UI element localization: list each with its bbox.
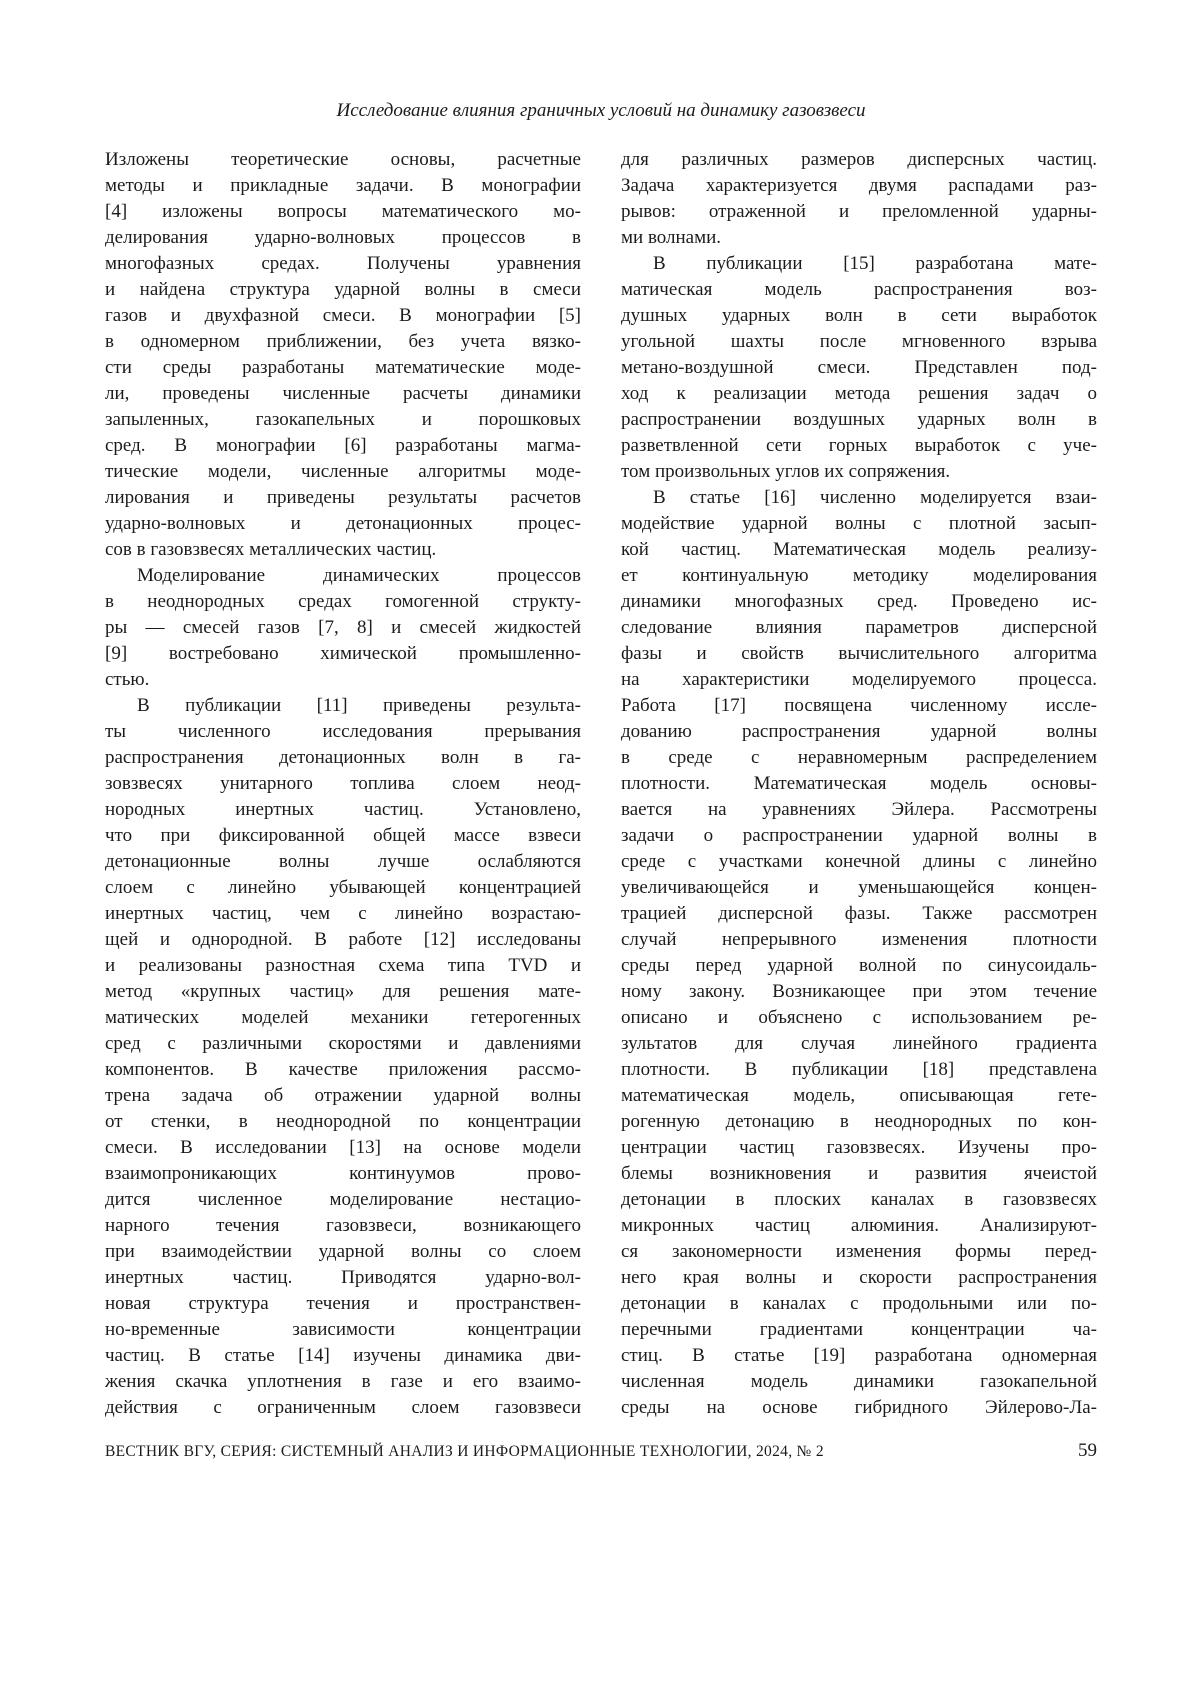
- text-line: Изложены теоретические основы, расчетные: [105, 149, 581, 170]
- text-line: рывов: отраженной и преломленной ударны-: [621, 201, 1097, 222]
- text-line: Моделирование динамических процессов: [137, 565, 581, 586]
- text-line: смеси. В исследовании [13] на основе модели: [105, 1137, 581, 1158]
- text-line: рогенную детонацию в неоднородных по кон-: [621, 1111, 1097, 1132]
- text-line: перечными градиентами концентрации ча-: [621, 1319, 1097, 1340]
- text-line: делирования ударно-волновых процессов в: [105, 227, 581, 248]
- text-line: от стенки, в неоднородной по концентрации: [105, 1111, 581, 1132]
- text-line: щей и однородной. В работе [12] исследованы: [105, 929, 581, 950]
- text-line: среде с участками конечной длины с линейно: [621, 851, 1097, 872]
- paragraph: [105, 693, 581, 1421]
- text-line: метод «крупных частиц» для решения мате-: [105, 981, 581, 1002]
- text-line: стью.: [105, 669, 150, 690]
- text-line: детонации в каналах с продольными или по-: [621, 1293, 1097, 1314]
- right-column: [621, 147, 1097, 1421]
- text-line: сред с различными скоростями и давлениями: [105, 1033, 581, 1054]
- text-line: в одномерном приближении, без учета вязко-: [105, 331, 581, 352]
- text-line: микронных частиц алюминия. Анализируют-: [621, 1215, 1097, 1236]
- text-line: ры — смесей газов [7, 8] и смесей жидкостей: [105, 617, 581, 638]
- text-line: Работа [17] посвящена численному иссле-: [621, 695, 1097, 716]
- text-line: разветвленной сети горных выработок с уче-: [621, 435, 1097, 456]
- page-footer: [105, 1440, 1097, 1462]
- text-line: детонационные волны лучше ослабляются: [105, 851, 581, 872]
- text-line: численная модель динамики газокапельной: [621, 1371, 1097, 1392]
- running-title: Исследование влияния граничных условий на динамику газовзвеси: [336, 100, 866, 121]
- text-line: дится численное моделирование нестацио-: [105, 1189, 581, 1210]
- text-line: инертных частиц, чем с линейно возрастаю-: [105, 903, 581, 924]
- text-line: на характеристики моделируемого процесса.: [621, 669, 1097, 690]
- text-line: запыленных, газокапельных и порошковых: [105, 409, 581, 430]
- text-line: инертных частиц. Приводятся ударно-вол-: [105, 1267, 581, 1288]
- text-line: ход к реализации метода решения задач о: [621, 383, 1097, 404]
- left-column: [105, 147, 581, 1421]
- text-line: кой частиц. Математическая модель реализу-: [621, 539, 1097, 560]
- text-line: что при фиксированной общей массе взвеси: [105, 825, 581, 846]
- text-line: центрации частиц газовзвесях. Изучены про-: [621, 1137, 1097, 1158]
- text-line: действия с ограниченным слоем газовзвеси: [105, 1397, 581, 1418]
- text-line: модействие ударной волны с плотной засып-: [621, 513, 1097, 534]
- paragraph: [105, 147, 581, 563]
- text-line: нарного течения газовзвеси, возникающего: [105, 1215, 581, 1236]
- text-line: В статье [16] численно моделируется взаи-: [653, 487, 1097, 508]
- text-line: распространения детонационных волн в га-: [105, 747, 581, 768]
- text-line: угольной шахты после мгновенного взрыва: [621, 331, 1097, 352]
- text-line: вается на уравнениях Эйлера. Рассмотрены: [621, 799, 1097, 820]
- text-line: жения скачка уплотнения в газе и его взаимо-: [105, 1371, 581, 1392]
- text-line: блемы возникновения и развития ячеистой: [621, 1163, 1097, 1184]
- text-line: душных ударных волн в сети выработок: [621, 305, 1097, 326]
- text-columns: [105, 147, 1097, 1421]
- text-line: В публикации [15] разработана мате-: [653, 253, 1097, 274]
- text-line: для различных размеров дисперсных частиц.: [621, 149, 1097, 170]
- text-line: Задача характеризуется двумя распадами раз-: [621, 175, 1097, 196]
- text-line: ударно-волновых и детонационных процес-: [105, 513, 581, 534]
- text-line: газов и двухфазной смеси. В монографии [5]: [105, 305, 581, 326]
- text-line: фазы и свойств вычислительного алгоритма: [621, 643, 1097, 664]
- text-line: ты численного исследования прерывания: [105, 721, 581, 742]
- text-line: зультатов для случая линейного градиента: [621, 1033, 1097, 1054]
- text-line: случай непрерывного изменения плотности: [621, 929, 1097, 950]
- text-line: частиц. В статье [14] изучены динамика дви-: [105, 1345, 581, 1366]
- text-line: стиц. В статье [19] разработана одномерная: [621, 1345, 1097, 1366]
- text-line: ли, проведены численные расчеты динамики: [105, 383, 581, 404]
- paragraph: [621, 147, 1097, 251]
- text-line: и реализованы разностная схема типа TVD и: [105, 955, 581, 976]
- text-line: нородных инертных частиц. Установлено,: [105, 799, 581, 820]
- text-line: многофазных средах. Получены уравнения: [105, 253, 581, 274]
- text-line: сов в газовзвесях металлических частиц.: [105, 539, 437, 560]
- text-line: задачи о распространении ударной волны в: [621, 825, 1097, 846]
- text-line: В публикации [11] приведены результа-: [137, 695, 581, 716]
- text-line: трацией дисперсной фазы. Также рассмотрен: [621, 903, 1097, 924]
- text-line: метано-воздушной смеси. Представлен под-: [621, 357, 1097, 378]
- text-line: среды на основе гибридного Эйлерово-Ла-: [621, 1397, 1097, 1418]
- text-line: но-временные зависимости концентрации: [105, 1319, 581, 1340]
- text-line: трена задача об отражении ударной волны: [105, 1085, 581, 1106]
- paragraph: [621, 251, 1097, 485]
- text-line: ному закону. Возникающее при этом течение: [621, 981, 1097, 1002]
- text-line: плотности. В публикации [18] представлена: [621, 1059, 1097, 1080]
- text-line: в среде с неравномерным распределением: [621, 747, 1097, 768]
- text-line: увеличивающейся и уменьшающейся концен-: [621, 877, 1097, 898]
- text-line: [9] востребовано химической промышленно-: [105, 643, 581, 664]
- text-line: матическая модель распространения воз-: [621, 279, 1097, 300]
- text-line: дованию распространения ударной волны: [621, 721, 1097, 742]
- text-line: методы и прикладные задачи. В монографии: [105, 175, 581, 196]
- text-line: тические модели, численные алгоритмы моде-: [105, 461, 581, 482]
- text-line: компонентов. В качестве приложения рассмо-: [105, 1059, 581, 1080]
- text-line: [4] изложены вопросы математического мо-: [105, 201, 581, 222]
- text-line: сти среды разработаны математические моде-: [105, 357, 581, 378]
- text-line: ет континуальную методику моделирования: [621, 565, 1097, 586]
- text-line: новая структура течения и пространствен-: [105, 1293, 581, 1314]
- text-line: сред. В монографии [6] разработаны магма-: [105, 435, 581, 456]
- text-line: среды перед ударной волной по синусоидаль-: [621, 955, 1097, 976]
- paragraph: [105, 563, 581, 693]
- text-line: плотности. Математическая модель основы-: [621, 773, 1097, 794]
- text-line: матических моделей механики гетерогенных: [105, 1007, 581, 1028]
- text-line: при взаимодействии ударной волны со слоем: [105, 1241, 581, 1262]
- text-line: взаимопроникающих континуумов прово-: [105, 1163, 581, 1184]
- text-line: лирования и приведены результаты расчетов: [105, 487, 581, 508]
- text-line: том произвольных углов их сопряжения.: [621, 461, 951, 482]
- text-line: в неоднородных средах гомогенной структу-: [105, 591, 581, 612]
- text-line: и найдена структура ударной волны в смеси: [105, 279, 581, 300]
- text-line: динамики многофазных сред. Проведено ис-: [621, 591, 1097, 612]
- text-line: него края волны и скорости распространения: [621, 1267, 1097, 1288]
- text-line: распространении воздушных ударных волн в: [621, 409, 1097, 430]
- text-line: математическая модель, описывающая гете-: [621, 1085, 1097, 1106]
- text-line: детонации в плоских каналах в газовзвесях: [621, 1189, 1097, 1210]
- paragraph: [621, 485, 1097, 1421]
- text-line: слоем с линейно убывающей концентрацией: [105, 877, 581, 898]
- page-number: 59: [1078, 1440, 1097, 1461]
- text-line: следование влияния параметров дисперсной: [621, 617, 1097, 638]
- journal-footer-line: ВЕСТНИК ВГУ, СЕРИЯ: СИСТЕМНЫЙ АНАЛИЗ И ИНФОРМАЦИОННЫЕ ТЕХНОЛОГИИ, 2024, № 2: [105, 1443, 824, 1460]
- text-line: зовзвесях унитарного топлива слоем неод-: [105, 773, 581, 794]
- text-line: описано и объяснено с использованием ре-: [621, 1007, 1097, 1028]
- text-line: ся закономерности изменения формы перед-: [621, 1241, 1097, 1262]
- text-line: ми волнами.: [621, 227, 722, 248]
